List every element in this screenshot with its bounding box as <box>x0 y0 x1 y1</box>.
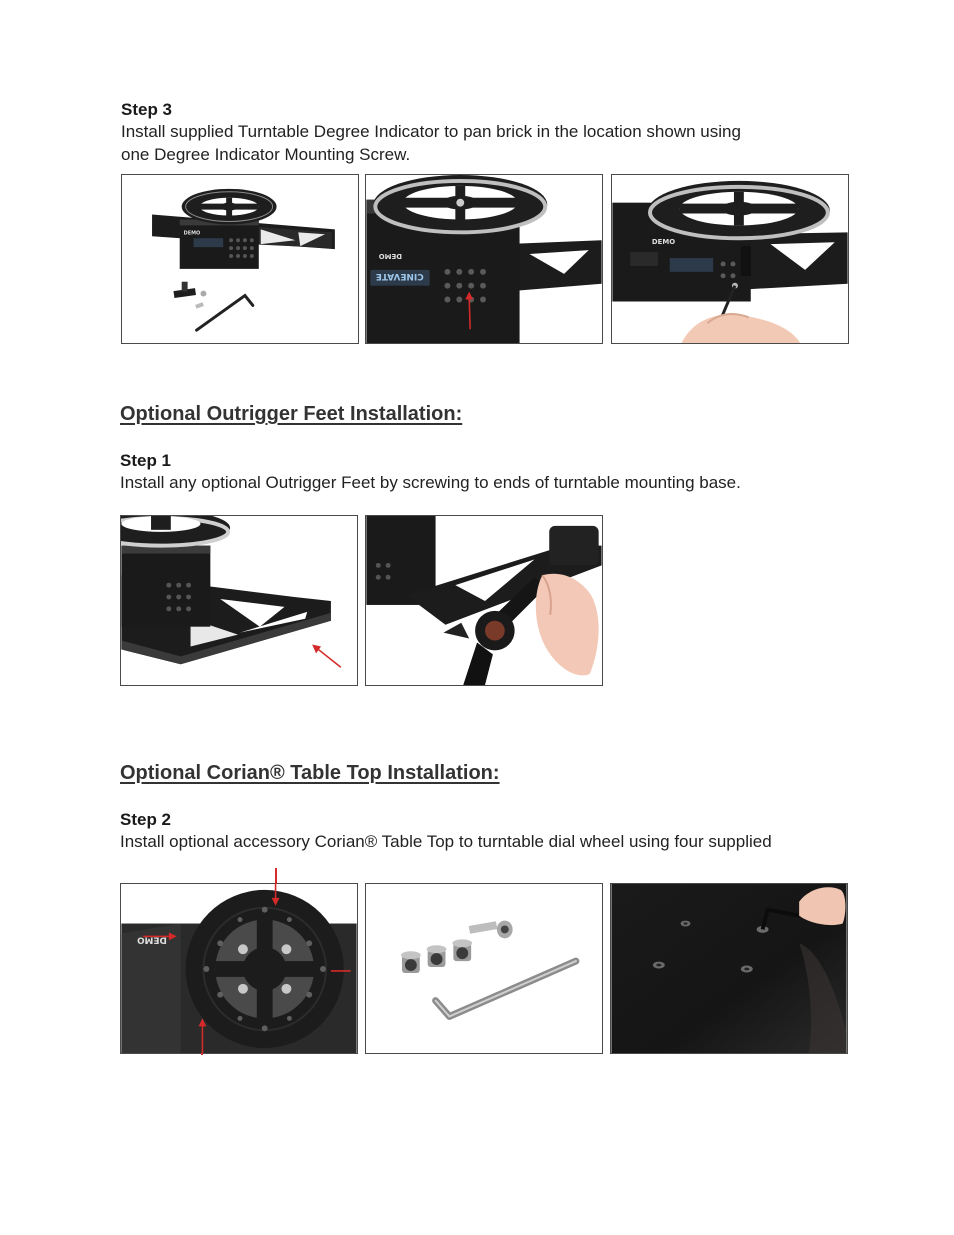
step-3-photo-overview <box>121 174 359 344</box>
step-3-photo-closeup <box>365 174 603 344</box>
cinevate-label: CINEVATE <box>375 270 424 281</box>
step-3-photo-hand <box>611 174 849 344</box>
demo-label-flipped: DEMO <box>378 252 402 261</box>
corian-photo-screws <box>365 883 603 1054</box>
demo-label: DEMO <box>183 230 201 237</box>
arrow-stem-bottom <box>201 1053 203 1055</box>
outrigger-step-1-text: Install any optional Outrigger Feet by screwing to ends of turntable mounting base. <box>120 473 741 492</box>
corian-step-2-text: Install optional accessory Corian® Table Top to turntable dial wheel using four supplied <box>120 832 772 851</box>
demo-label-2: DEMO <box>651 238 676 247</box>
outrigger-step-1-label: Step 1 <box>120 451 172 470</box>
corian-step-2-label: Step 2 <box>120 810 172 829</box>
corian-photo-dial-wheel <box>120 883 358 1054</box>
outrigger-photo-base-end <box>120 515 358 686</box>
arrow-stem-top <box>275 868 277 884</box>
corian-photo-tabletop <box>610 883 848 1054</box>
step-3-text-line-1: Install supplied Turntable Degree Indicator to pan brick in the location shown using <box>121 122 741 141</box>
corian-section-title: Optional Corian® Table Top Installation: <box>120 762 500 784</box>
outrigger-photo-foot <box>365 515 603 686</box>
step-3-label: Step 3 <box>121 100 173 119</box>
demo-label-3: DEMO <box>137 934 167 945</box>
step-3-text-line-2: one Degree Indicator Mounting Screw. <box>121 145 411 164</box>
outrigger-section-title: Optional Outrigger Feet Installation: <box>120 403 463 425</box>
